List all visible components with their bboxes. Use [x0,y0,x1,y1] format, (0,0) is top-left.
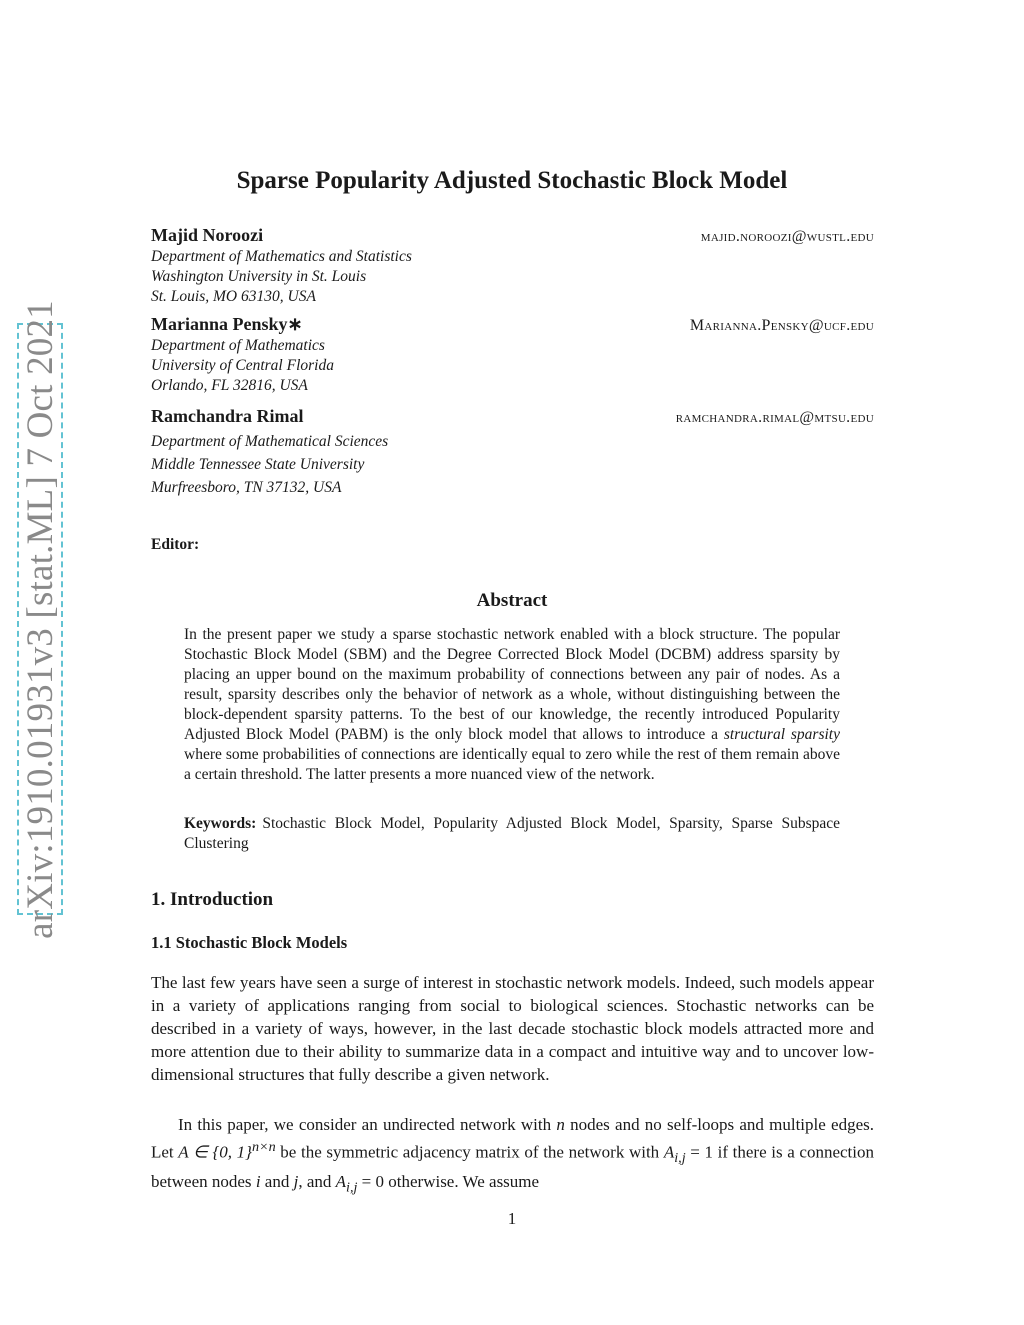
math-symbol: n [556,1115,565,1134]
author-email[interactable]: majid.noroozi@wustl.edu [700,228,874,245]
author-email[interactable]: Marianna.Pensky@ucf.edu [689,317,874,334]
affiliation-line: University of Central Florida [151,357,334,374]
arxiv-stamp[interactable] [17,299,63,939]
paragraph-text: nodes and no self-loops and multiple edges. Let [151,1115,874,1162]
math-symbol: j [293,1172,299,1192]
abstract-heading: Abstract [476,590,548,611]
body-paragraph: The last few years have seen a surge of interest in stochastic network models. Indeed, such models appear in a variety of applications ranging from social to biological sciences. Stochastic networks can be described in a variety of ways, however, in the last decade stochastic block models attracted more and more attention due to their ability to summarize data in a compact and intuitive way and to uncover low-dimensional structures that fully describe a given network. [151,973,874,1084]
author-name: Ramchandra Rimal [151,406,304,426]
affiliation-line: Middle Tennessee State University [151,456,365,473]
affiliation-line: Murfreesboro, TN 37132, USA [151,479,342,496]
abstract-emphasis: structural sparsity [723,726,840,743]
affiliation-line: St. Louis, MO 63130, USA [151,288,316,305]
math-symbol: A ∈ {0, 1} [178,1142,252,1162]
affiliation-line: Orlando, FL 32816, USA [151,377,308,394]
paragraph-text: = 1 if there is a connection between nodes [151,1142,875,1192]
body-paragraph [151,1113,874,1199]
author-name: Marianna Pensky∗ [151,314,303,334]
subsection-heading: 1.1 Stochastic Block Models [151,933,348,952]
affiliation-line: Department of Mathematics [151,337,325,354]
author-affiliation [151,430,874,499]
page-number: 1 [507,1209,517,1228]
paper-title: Sparse Popularity Adjusted Stochastic Block Model [236,167,788,194]
math-subscript: i,j [346,1179,358,1196]
author-block [151,225,874,307]
arxiv-id: arXiv:1910.01931v3 [stat.ML] 7 Oct 2021 [19,299,61,939]
author-affiliation [151,336,874,396]
author-email[interactable]: ramchandra.rimal@mtsu.edu [675,409,874,426]
paragraph-text: be the symmetric adjacency matrix of the network with [275,1142,664,1162]
author-block [151,406,874,499]
author-name: Majid Noroozi [151,225,264,245]
author-block [151,314,874,396]
keywords [184,814,840,854]
abstract-text [184,625,840,785]
paragraph-text: , and [298,1172,336,1192]
keywords-label: Keywords: [184,815,257,832]
abstract-text-part: where some probabilities of connections are identically equal to zero while the rest of them remain above a certain threshold. The latter presents a more nuanced view of the network. [184,746,840,783]
editor-label: Editor: [151,536,200,553]
paragraph-text: In this paper, we consider an undirected network with [178,1115,557,1134]
abstract-text-part: In the present paper we study a sparse stochastic network enabled with a block structure. The popular Stochastic Block Model (SBM) and the Degree Corrected Block Model (DCBM) address sparsity by placing an upper bound on the maximum probability of connections between any pair of nodes. As a result, sparsity describes only the behavior of network as a whole, without distinguishing between the block-dependent sparsity patterns. To the best of our knowledge, the recently introduced Popularity Adjusted Block Model (PABM) is the only block model that allows to introduce a [184,626,840,743]
math-symbol: A [335,1172,347,1192]
affiliation-line: Department of Mathematics and Statistics [151,248,412,265]
affiliation-line: Department of Mathematical Sciences [151,433,389,450]
math-superscript: n×n [251,1139,276,1155]
math-symbol: A [663,1142,675,1162]
paragraph-text: and [260,1172,294,1192]
paragraph-text: = 0 otherwise. We assume [357,1172,540,1192]
section-heading: 1. Introduction [151,889,274,910]
keywords-text: Stochastic Block Model, Popularity Adjusted Block Model, Sparsity, Sparse Subspace Clustering [184,815,840,852]
author-affiliation [151,247,874,307]
math-symbol: i [255,1172,261,1192]
math-subscript: i,j [674,1150,686,1167]
affiliation-line: Washington University in St. Louis [151,268,367,285]
